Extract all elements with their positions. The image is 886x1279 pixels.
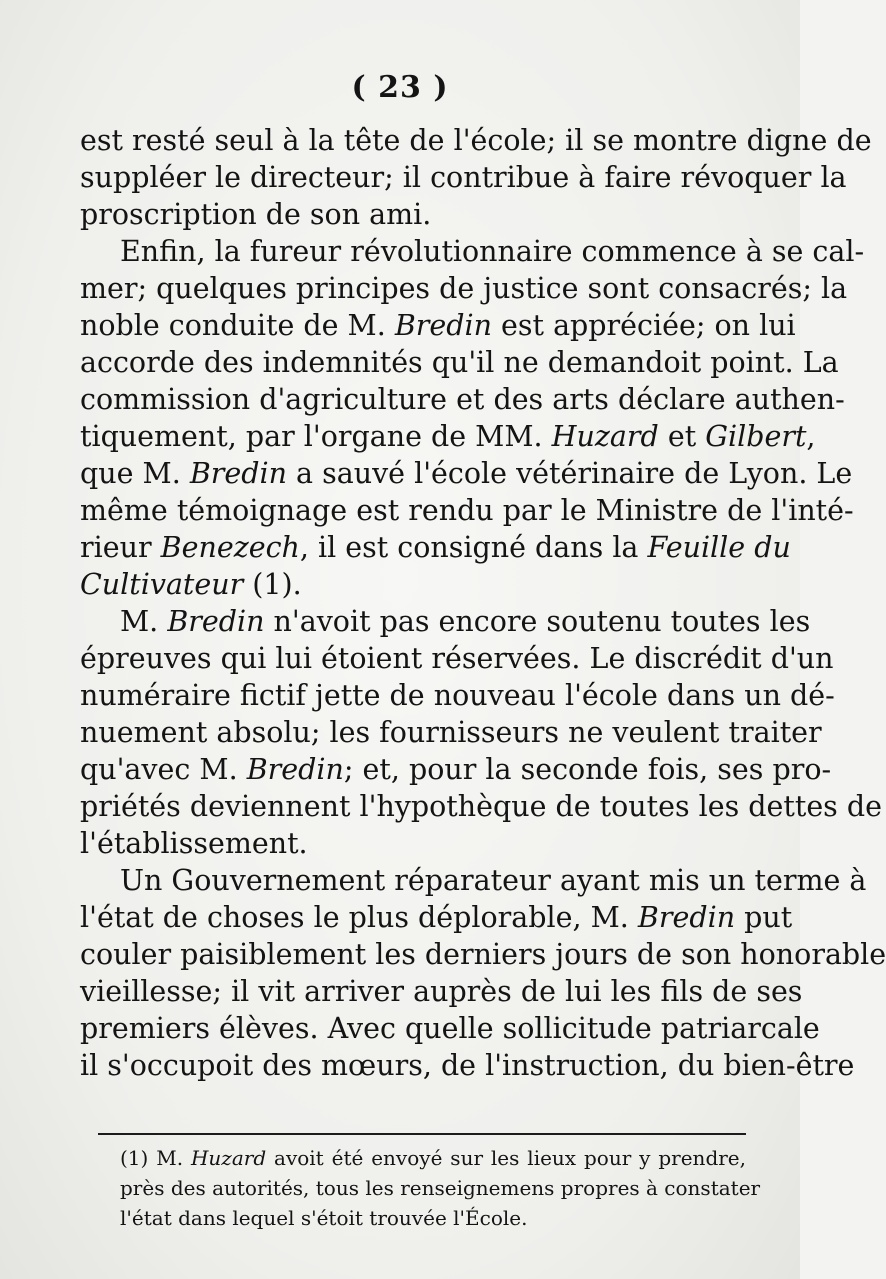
text-run: noble conduite de M. — [80, 309, 395, 342]
text-run: nuement absolu; les fournisseurs ne veulent traiter — [80, 716, 822, 749]
text-run: épreuves qui lui étoient réservées. Le discrédit d'un — [80, 642, 834, 675]
text-line — [80, 825, 740, 862]
text-line — [80, 159, 847, 196]
text-run: est resté seul à la tête de l'école; il se montre digne de — [80, 124, 872, 157]
text-run: ; et, pour la seconde fois, ses pro- — [343, 753, 832, 786]
text-run: il s'occupoit des mœurs, de l'instruction, du bien-être — [80, 1049, 855, 1082]
text-run: commission d'agriculture et des arts déclare authen- — [80, 383, 845, 416]
text-line — [80, 270, 848, 307]
text-run: même témoignage est rendu par le Ministre de l'inté- — [80, 494, 854, 527]
text-line — [80, 677, 835, 714]
text-run: près des autorités, tous les renseignemens propres à constater — [120, 1176, 761, 1200]
text-line — [80, 1047, 855, 1084]
text-run: tiquement, par l'organe de MM. — [80, 420, 552, 453]
text-run: Un Gouvernement réparateur ayant mis un terme à — [120, 864, 867, 897]
text-line — [80, 899, 793, 936]
text-run: couler paisiblement les derniers jours de son honorable — [80, 938, 886, 971]
text-line — [80, 233, 865, 270]
body-text — [80, 122, 886, 1084]
text-run: , — [806, 420, 816, 453]
text-run: rieur — [80, 531, 161, 564]
paragraph — [80, 233, 865, 603]
footnote — [120, 1143, 761, 1233]
text-run: mer; quelques principes de justice sont consacrés; la — [80, 272, 848, 305]
paragraph — [80, 603, 882, 862]
text-line — [80, 307, 796, 344]
text-line — [80, 751, 832, 788]
text-run: (1). — [243, 568, 302, 601]
footnote-rule — [98, 1133, 746, 1135]
text-line — [80, 603, 811, 640]
text-line — [80, 1010, 820, 1047]
text-run: suppléer le directeur; il contribue à faire révoquer la — [80, 161, 847, 194]
page-number: ( 23 ) — [351, 70, 449, 105]
text-line — [80, 973, 803, 1010]
italic-run: Bredin — [246, 753, 344, 786]
paragraph — [80, 122, 872, 233]
italic-run: Bredin — [167, 605, 265, 638]
text-run: a sauvé l'école vétérinaire de Lyon. Le — [286, 457, 853, 490]
text-run: avoit été envoyé sur les lieux pour y prendre, — [266, 1146, 746, 1170]
italic-run: Huzard — [551, 420, 659, 453]
text-run: M. — [120, 605, 168, 638]
text-run: premiers élèves. Avec quelle sollicitude patriarcale — [80, 1012, 820, 1045]
text-run: priétés deviennent l'hypothèque de toutes les dettes de — [80, 790, 882, 823]
text-run: accorde des indemnités qu'il ne demandoit point. La — [80, 346, 839, 379]
italic-run: Bredin — [189, 457, 287, 490]
text-run: put — [735, 901, 793, 934]
text-line — [80, 122, 872, 159]
text-line — [120, 1173, 761, 1203]
text-line — [80, 196, 740, 233]
text-run: proscription de son ami. — [80, 198, 432, 231]
paragraph — [80, 862, 886, 1084]
text-line — [80, 455, 853, 492]
italic-run: Cultivateur — [80, 568, 244, 601]
text-line — [120, 1143, 746, 1173]
text-line — [80, 936, 886, 973]
text-run: qu'avec M. — [80, 753, 247, 786]
text-run: est appréciée; on lui — [492, 309, 796, 342]
text-run: l'établissement. — [80, 827, 308, 860]
text-run: n'avoit pas encore soutenu toutes les — [264, 605, 811, 638]
text-run: , il est consigné dans la — [299, 531, 648, 564]
text-run: Enfin, la fureur révolutionnaire commence à se cal- — [120, 235, 865, 268]
text-line — [80, 714, 822, 751]
text-line — [80, 529, 791, 566]
italic-run: Feuille du — [647, 531, 791, 564]
text-run: (1) M. — [120, 1146, 191, 1170]
italic-run: Benezech — [160, 531, 300, 564]
text-line — [80, 788, 882, 825]
text-line — [80, 381, 845, 418]
text-run: l'état dans lequel s'étoit trouvée l'École. — [120, 1206, 528, 1230]
text-line — [80, 344, 839, 381]
italic-run: Gilbert — [705, 420, 807, 453]
italic-run: Huzard — [190, 1146, 267, 1170]
text-line — [80, 862, 867, 899]
text-run: et — [658, 420, 706, 453]
text-run: que M. — [80, 457, 190, 490]
text-line — [80, 418, 816, 455]
text-run: vieillesse; il vit arriver auprès de lui les fils de ses — [80, 975, 803, 1008]
italic-run: Bredin — [637, 901, 736, 934]
text-run: numéraire fictif jette de nouveau l'école dans un dé- — [80, 679, 835, 712]
text-line — [80, 640, 834, 677]
text-line — [80, 492, 854, 529]
text-line — [80, 566, 740, 603]
italic-run: Bredin — [394, 309, 492, 342]
text-line — [120, 1203, 746, 1233]
text-run: l'état de choses le plus déplorable, M. — [80, 901, 638, 934]
